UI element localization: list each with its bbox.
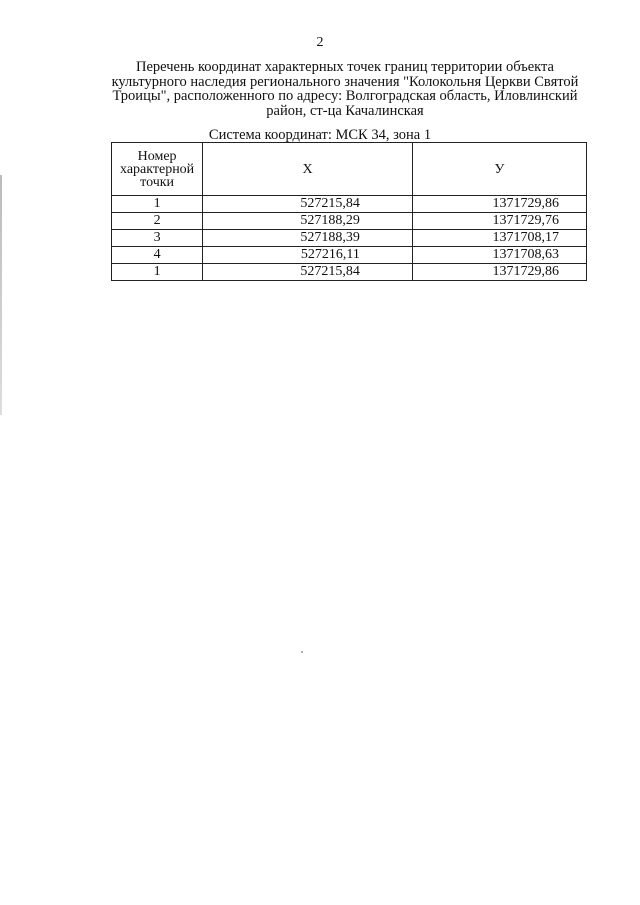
cell-y: 1371729,86 (412, 264, 586, 281)
cell-y: 1371708,17 (412, 230, 586, 247)
table-row (112, 247, 587, 264)
table-header-row (112, 143, 587, 196)
cell-y: 1371708,63 (412, 247, 586, 264)
table-row (112, 230, 587, 247)
scan-speck (301, 651, 303, 653)
scan-edge-mark (0, 175, 2, 415)
cell-x: 527215,84 (203, 196, 413, 213)
heading-line-3: Троицы", расположенного по адресу: Волгоградская область, Иловлинский (112, 88, 578, 104)
heading-line-4: район, ст-ца Качалинская (266, 102, 424, 119)
header-point-number (112, 143, 203, 196)
header-point-number-line-1: Номер (137, 148, 177, 164)
cell-x: 527216,11 (203, 247, 413, 264)
header-y: У (412, 143, 586, 196)
cell-x: 527215,84 (203, 264, 413, 281)
cell-x: 527188,39 (203, 230, 413, 247)
coordinate-system-caption: Система координат: МСК 34, зона 1 (208, 127, 432, 143)
table-row (112, 264, 587, 281)
page-number: 2 (316, 35, 324, 50)
cell-point: 3 (112, 230, 203, 247)
document-heading (90, 60, 600, 118)
coordinates-table (111, 142, 587, 281)
header-point-number-line-2: характерной (120, 161, 195, 177)
cell-point: 4 (112, 247, 203, 264)
heading-line-2: культурного наследия регионального значения "Колокольня Церкви Святой (111, 73, 579, 90)
cell-x: 527188,29 (203, 213, 413, 230)
cell-point: 1 (112, 196, 203, 213)
cell-point: 2 (112, 213, 203, 230)
cell-y: 1371729,86 (412, 196, 586, 213)
heading-line-1: Перечень координат характерных точек границ территории объекта (136, 59, 554, 75)
cell-y: 1371729,76 (412, 213, 586, 230)
header-x: X (203, 143, 413, 196)
table-row (112, 196, 587, 213)
cell-point: 1 (112, 264, 203, 281)
table-row (112, 213, 587, 230)
header-point-number-line-3: точки (140, 174, 175, 190)
